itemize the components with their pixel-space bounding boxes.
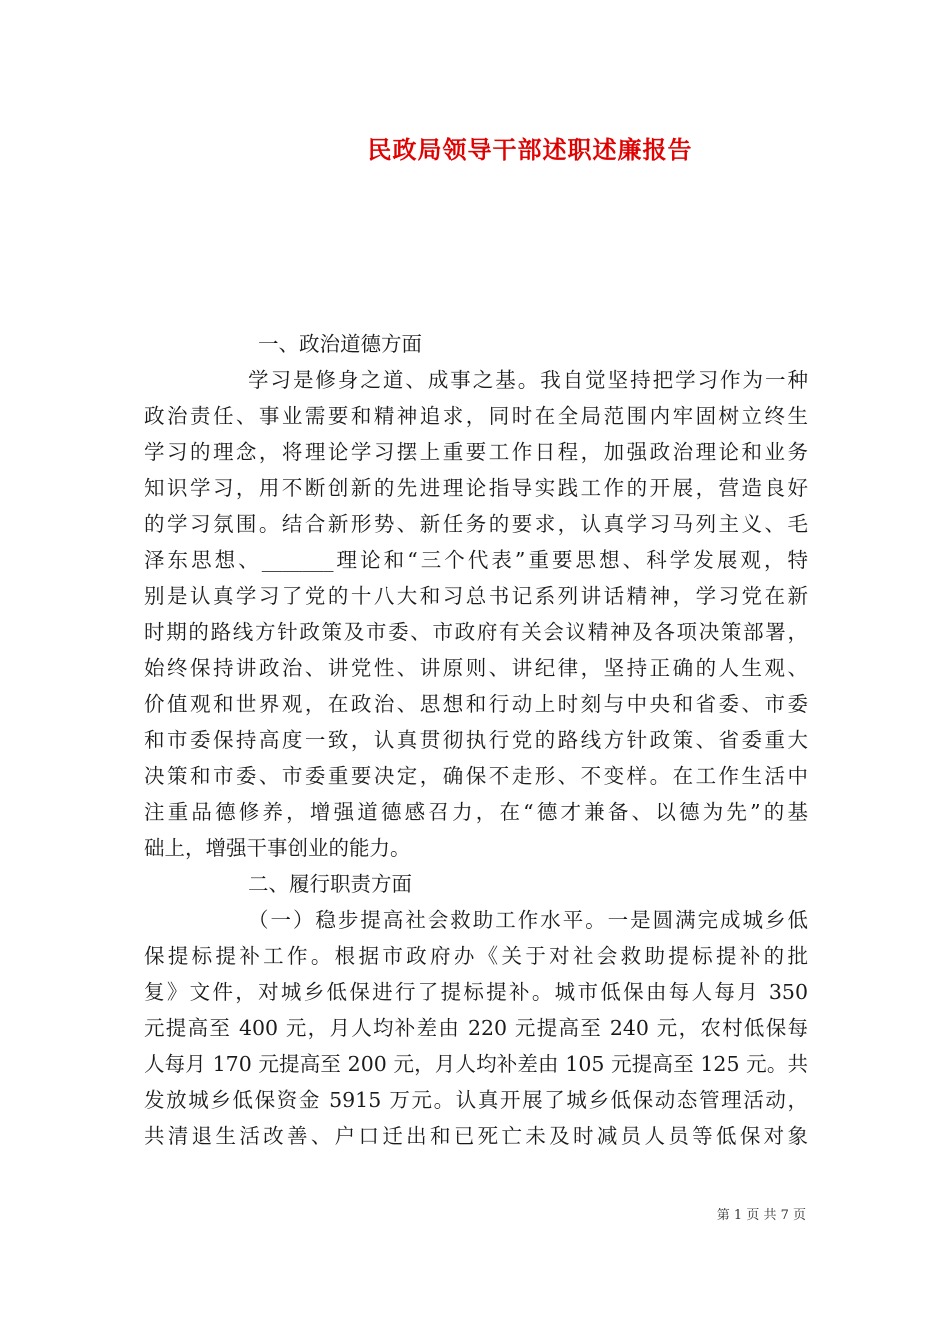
paragraph-line: 复》文件，对城乡低保进行了提标提补。城市低保由每人每月 350 (144, 980, 808, 1004)
section-heading-1: 一、政治道德方面 (258, 332, 422, 356)
paragraph-line: 学习的理念，将理论学习摆上重要工作日程，加强政治理论和业务 (144, 440, 808, 464)
paragraph-line: 知识学习，用不断创新的先进理论指导实践工作的开展，营造良好 (144, 476, 808, 500)
paragraph-line: 始终保持讲政治、讲党性、讲原则、讲纪律，坚持正确的人生观、 (144, 656, 808, 680)
page-number: 第 1 页 共 7 页 (716, 1208, 806, 1223)
paragraph-line: 人每月 170 元提高至 200 元，月人均补差由 105 元提高至 125 元。共 (144, 1052, 808, 1076)
paragraph-line: 决策和市委、市委重要决定，确保不走形、不变样。在工作生活中 (144, 764, 808, 788)
paragraph-line: 的学习氛围。结合新形势、新任务的要求，认真学习马列主义、毛 (144, 512, 808, 536)
paragraph-line: 共清退生活改善、户口迁出和已死亡未及时减员人员等低保对象 (144, 1124, 808, 1148)
paragraph-line: 保提标提补工作。根据市政府办《关于对社会救助提标提补的批 (144, 944, 808, 968)
paragraph-line: 别是认真学习了党的十八大和习总书记系列讲话精神，学习党在新 (144, 584, 808, 608)
paragraph-line: 价值观和世界观，在政治、思想和行动上时刻与中央和省委、市委 (144, 692, 808, 716)
paragraph-line: 学习是修身之道、成事之基。我自觉坚持把学习作为一种 (248, 368, 808, 392)
paragraph-line: 泽东思想、_______理论和“三个代表”重要思想、科学发展观，特 (144, 548, 808, 572)
paragraph-line: 元提高至 400 元，月人均补差由 220 元提高至 240 元，农村低保每 (144, 1016, 808, 1040)
paragraph-line: 发放城乡低保资金 5915 万元。认真开展了城乡低保动态管理活动， (144, 1088, 808, 1112)
paragraph-line: 础上，增强干事创业的能力。 (144, 836, 411, 860)
document-title: 民政局领导干部述职述廉报告 (367, 135, 693, 164)
paragraph-line: 注重品德修养，增强道德感召力，在“德才兼备、以德为先”的基 (144, 800, 808, 824)
paragraph-line: 和市委保持高度一致，认真贯彻执行党的路线方针政策、省委重大 (144, 728, 808, 752)
paragraph-line: 政治责任、事业需要和精神追求，同时在全局范围内牢固树立终生 (144, 404, 808, 428)
paragraph-line: （一）稳步提高社会救助工作水平。一是圆满完成城乡低 (248, 908, 808, 932)
paragraph-line: 时期的路线方针政策及市委、市政府有关会议精神及各项决策部署， (144, 620, 808, 644)
section-heading-2: 二、履行职责方面 (248, 872, 412, 896)
